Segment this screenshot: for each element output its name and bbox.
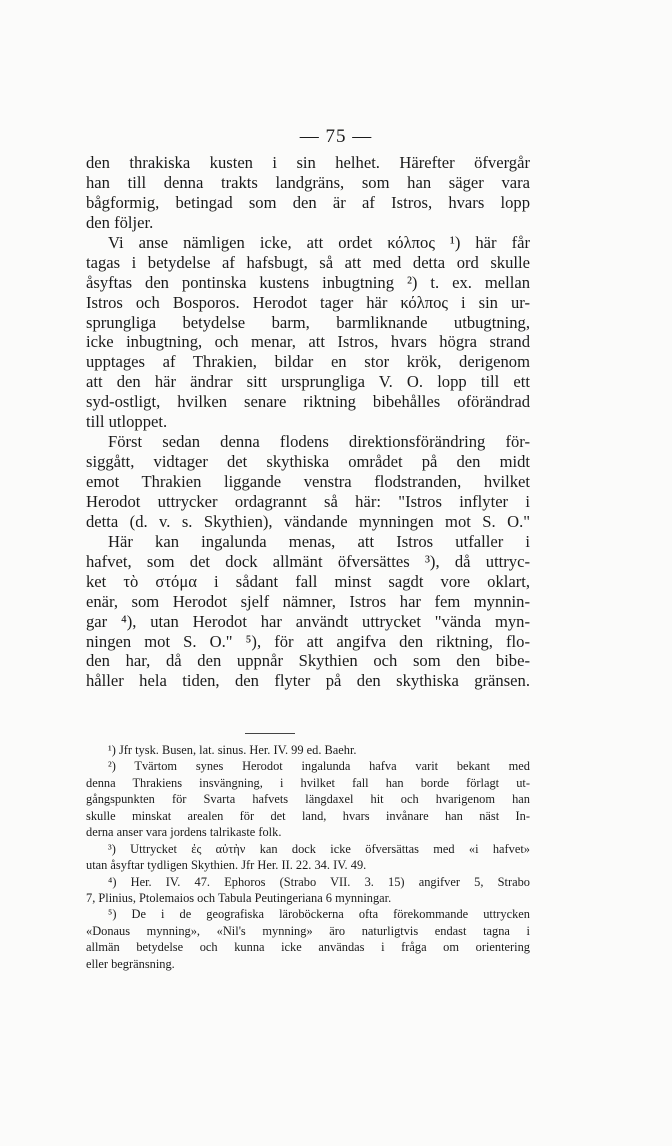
text-line: den följer. <box>86 212 154 232</box>
footnote-line: skulle minskat arealen för det land, hvars invånare han näst In- <box>86 808 530 823</box>
footnote-line: utan åsyftar tydligen Skythien. Jfr Her. II. 22. 34. IV. 49. <box>86 858 367 873</box>
text-line: till utloppet. <box>86 412 168 432</box>
text-line: Vi anse nämligen icke, att ordet κόλπος ¹) här får <box>108 232 530 252</box>
footnote-line: denna Thrakiens insvängning, i hvilket fall han borde förlagt ut- <box>86 775 530 790</box>
text-line: Istros och Bosporos. Herodot tager här κόλπος i sin ur- <box>86 292 530 312</box>
footnote-line: «Donaus mynning», «Nil's mynning» äro naturligtvis endast tagna i <box>86 923 530 938</box>
footnote-line: ³) Uttrycket ἐς αὐτὴν kan dock icke öfversättas med «i hafvet» <box>108 841 530 856</box>
text-line: Först sedan denna flodens direktionsförändring för- <box>108 432 530 452</box>
text-line: siggått, vidtager det skythiska området på den midt <box>86 452 530 472</box>
footnote-line: ⁵) De i de geografiska läroböckerna ofta förekommande uttrycken <box>108 907 530 922</box>
text-line: enär, som Herodot sjelf nämner, Istros har fem mynnin- <box>86 591 530 611</box>
footnote-divider <box>245 733 295 734</box>
text-line: gar ⁴), utan Herodot har användt uttrycket "vända myn- <box>86 611 530 631</box>
text-line: hafvet, som det dock allmänt öfversättes ³), då uttryc- <box>86 551 530 571</box>
text-line: icke inbugtning, och menar, att Istros, hvars högra strand <box>86 332 530 352</box>
text-line: åsyftas den pontinska kustens inbugtning ²) t. ex. mellan <box>86 272 530 292</box>
text-line: att den här ändrar sitt ursprungliga V. O. lopp till ett <box>86 372 530 392</box>
text-line: Herodot uttrycker ordagrannt så här: "Istros inflyter i <box>86 491 530 511</box>
text-line: den har, då den uppnår Skythien och som den bibe- <box>86 651 530 671</box>
text-line: Här kan ingalunda menas, att Istros utfaller i <box>108 531 530 551</box>
text-line: han till denna trakts landgräns, som han säger vara <box>86 172 530 192</box>
footnote-line: gångspunkten för Svarta hafvets längdaxel hit och hvarigenom han <box>86 792 530 807</box>
footnote-line: ²) Tvärtom synes Herodot ingalunda hafva varit bekant med <box>108 759 530 774</box>
footnote-line: ⁴) Her. IV. 47. Ephoros (Strabo VII. 3. 15) angifver 5, Strabo <box>108 874 530 889</box>
main-text <box>86 153 530 691</box>
text-line: bågformig, betingad som den är af Istros, hvars lopp <box>86 192 530 212</box>
footnote-line: allmän betydelse och kunna icke användas i fråga om orientering <box>86 940 530 955</box>
text-line: syd-ostligt, hvilken senare riktning bibehålles oförändrad <box>86 392 530 412</box>
text-line: ket τὸ στόμα i sådant fall minst sagdt vore oklart, <box>86 571 530 591</box>
footnote-line: ¹) Jfr tysk. Busen, lat. sinus. Her. IV. 99 ed. Baehr. <box>108 743 357 757</box>
footnotes <box>86 742 530 972</box>
text-line: ningen mot S. O." ⁵), för att angifva den riktning, flo- <box>86 631 530 651</box>
footnote-line: eller begränsning. <box>86 956 175 971</box>
text-line: håller hela tiden, den flyter på den skythiska gränsen. <box>86 671 530 691</box>
text-line: detta (d. v. s. Skythien), vändande mynningen mot S. O." <box>86 511 530 531</box>
text-line: sprungliga betydelse barm, barmliknande utbugtning, <box>86 312 530 332</box>
text-line: emot Thrakien liggande venstra flodstranden, hvilket <box>86 472 530 491</box>
footnote-line: 7, Plinius, Ptolemaios och Tabula Peutingeriana 6 mynningar. <box>86 890 392 905</box>
footnote-line: derna anser vara jordens talrikaste folk. <box>86 825 282 840</box>
text-line: tagas i betydelse af hafsbugt, så att med detta ord skulle <box>86 252 530 272</box>
page-number: — 75 — <box>299 126 373 147</box>
text-line: den thrakiska kusten i sin helhet. Härefter öfvergår <box>86 153 530 172</box>
text-line: upptages af Thrakien, bildar en stor krök, derigenom <box>86 352 530 372</box>
